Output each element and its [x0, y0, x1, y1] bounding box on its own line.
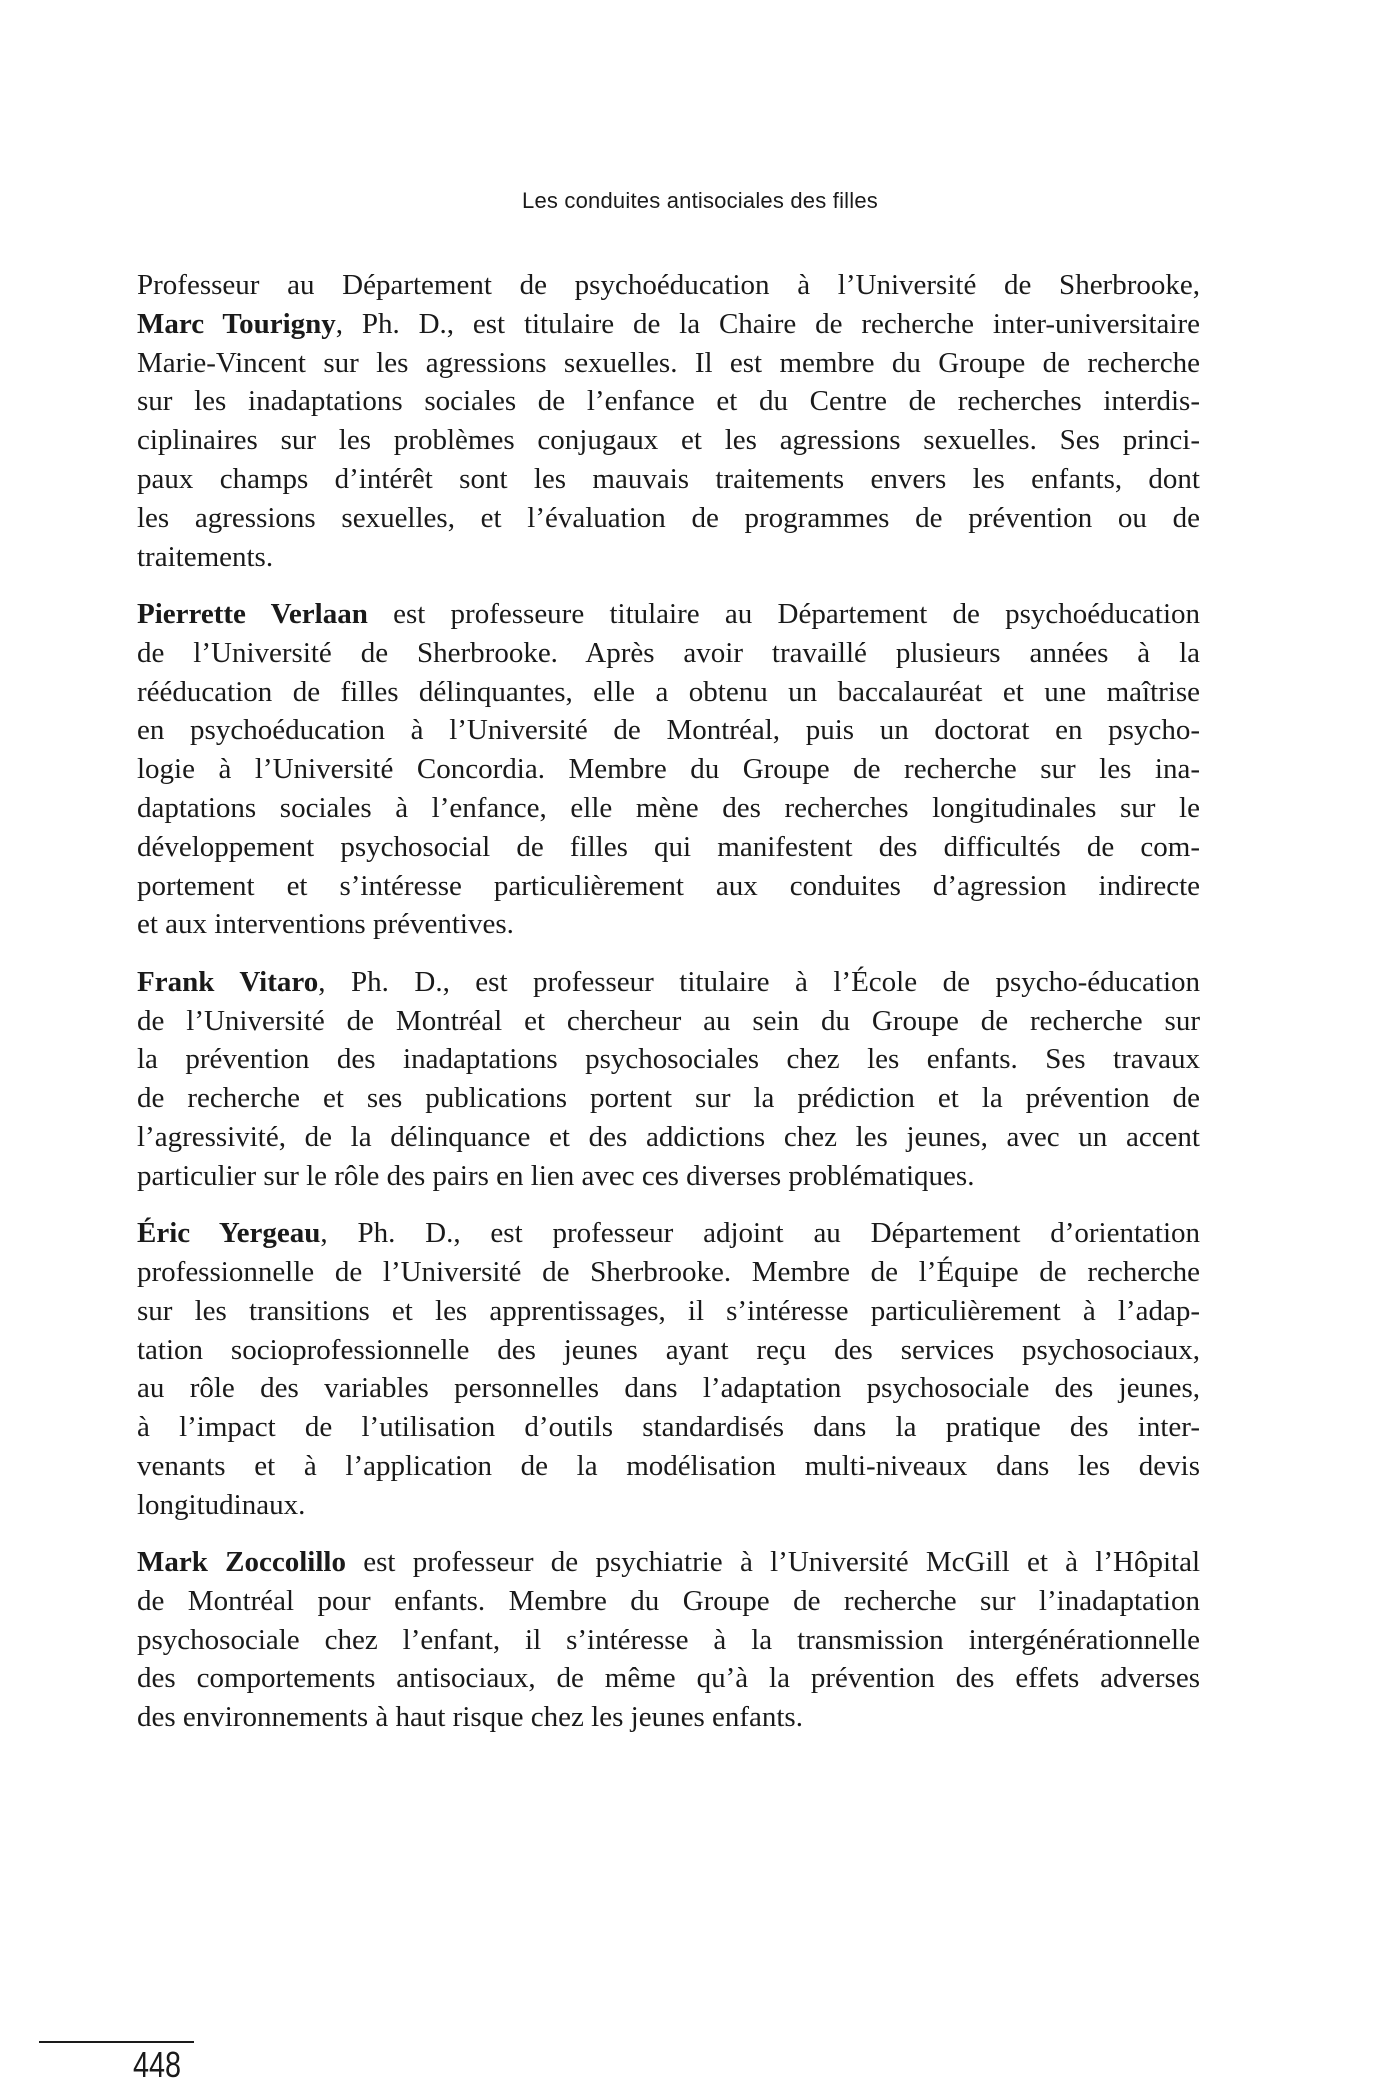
text-line: [137, 1621, 1200, 1660]
text-line: [137, 750, 1200, 789]
text-segment: traitements.: [137, 540, 274, 573]
text-line: [137, 1447, 1200, 1486]
author-name: Mark Zoccolillo: [137, 1546, 346, 1579]
text-segment: ciplinaires sur les problèmes conjugaux et les agressions sexuelles. Ses princi-: [137, 424, 1200, 457]
bio-paragraph: [137, 963, 1200, 1196]
text-line: [137, 867, 1200, 906]
text-segment: les agressions sexuelles, et l’évaluation de programmes de prévention ou de: [137, 501, 1200, 534]
text-line: [137, 1408, 1200, 1447]
text-line: [137, 673, 1200, 712]
text-segment: l’agressivité, de la délinquance et des addictions chez les jeunes, avec un accent: [137, 1120, 1200, 1153]
text-segment: , Ph. D., est professeur titulaire à l’École de psycho-éducation: [318, 965, 1200, 998]
text-line: [137, 460, 1200, 499]
text-segment: la prévention des inadaptations psychosociales chez les enfants. Ses travaux: [137, 1043, 1200, 1076]
text-line: [137, 634, 1200, 673]
text-line: [137, 1582, 1200, 1621]
text-segment: longitudinaux.: [137, 1488, 306, 1521]
text-segment: à l’impact de l’utilisation d’outils standardisés dans la pratique des inter-: [137, 1411, 1200, 1444]
text-segment: sur les inadaptations sociales de l’enfance et du Centre de recherches interdis-: [137, 385, 1200, 418]
text-line: [137, 266, 1200, 305]
text-line: [137, 1002, 1200, 1041]
text-line: [137, 711, 1200, 750]
running-header: Les conduites antisociales des filles: [522, 188, 878, 213]
text-segment: logie à l’Université Concordia. Membre du Groupe de recherche sur les ina-: [137, 753, 1200, 786]
text-line: [137, 1543, 1200, 1582]
text-line: [137, 344, 1200, 383]
text-segment: au rôle des variables personnelles dans l’adaptation psychosociale des jeunes,: [137, 1372, 1200, 1405]
text-segment: venants et à l’application de la modélisation multi-niveaux dans les devis: [137, 1449, 1200, 1482]
text-line: [137, 1157, 1200, 1196]
text-line: [137, 1659, 1200, 1698]
page-body: [137, 266, 1200, 1756]
text-line: [137, 1118, 1200, 1157]
text-segment: de l’Université de Montréal et chercheur au sein du Groupe de recherche sur: [137, 1004, 1200, 1037]
text-line: [137, 421, 1200, 460]
text-segment: tation socioprofessionnelle des jeunes ayant reçu des services psychosociaux,: [137, 1333, 1200, 1366]
text-segment: Marie-Vincent sur les agressions sexuelles. Il est membre du Groupe de recherche: [137, 346, 1200, 379]
bio-paragraph: [137, 595, 1200, 944]
text-line: [137, 1253, 1200, 1292]
text-segment: en psychoéducation à l’Université de Montréal, puis un doctorat en psycho-: [137, 714, 1200, 747]
text-line: [137, 1214, 1200, 1253]
text-segment: Professeur au Département de psychoéducation à l’Université de Sherbrooke,: [137, 269, 1200, 301]
text-line: [137, 963, 1200, 1002]
bio-paragraph: [137, 266, 1200, 576]
author-name: Éric Yergeau: [137, 1217, 321, 1250]
bio-paragraph: [137, 1543, 1200, 1737]
text-segment: , Ph. D., est professeur adjoint au Département d’orientation: [320, 1217, 1201, 1250]
text-line: [137, 1040, 1200, 1079]
text-segment: rééducation de filles délinquantes, elle a obtenu un baccalauréat et une maîtrise: [137, 675, 1200, 708]
footer-rule: [39, 2041, 194, 2043]
text-segment: psychosociale chez l’enfant, il s’intéresse à la transmission intergénérationnelle: [137, 1623, 1200, 1656]
text-line: [137, 382, 1200, 421]
text-line: [137, 538, 1200, 577]
text-line: [137, 1331, 1200, 1370]
text-line: [137, 499, 1200, 538]
text-segment: , Ph. D., est titulaire de la Chaire de recherche inter-universitaire: [335, 307, 1200, 340]
text-segment: particulier sur le rôle des pairs en lien avec ces diverses problématiques.: [137, 1159, 975, 1192]
text-line: [137, 595, 1200, 634]
text-segment: daptations sociales à l’enfance, elle mène des recherches longitudinales sur le: [137, 791, 1200, 824]
text-segment: est professeure titulaire au Département de psychoéducation: [367, 597, 1200, 630]
text-segment: de l’Université de Sherbrooke. Après avoir travaillé plusieurs années à la: [137, 636, 1200, 669]
author-name: Marc Tourigny: [137, 307, 336, 340]
text-segment: développement psychosocial de filles qui manifestent des difficultés de com-: [137, 830, 1200, 863]
text-segment: et aux interventions préventives.: [137, 908, 514, 941]
author-name: Pierrette Verlaan: [137, 597, 368, 630]
text-segment: sur les transitions et les apprentissages, il s’intéresse particulièrement à l’adap-: [137, 1294, 1200, 1327]
text-segment: professionnelle de l’Université de Sherbrooke. Membre de l’Équipe de recherche: [137, 1255, 1200, 1288]
author-name: Frank Vitaro: [137, 965, 319, 998]
text-line: [137, 789, 1200, 828]
text-segment: portement et s’intéresse particulièrement aux conduites d’agression indirecte: [137, 869, 1200, 902]
text-line: [137, 1079, 1200, 1118]
text-line: [137, 905, 1200, 944]
text-line: [137, 1698, 1200, 1737]
text-line: [137, 305, 1200, 344]
text-line: [137, 1486, 1200, 1525]
text-segment: des comportements antisociaux, de même qu’à la prévention des effets adverses: [137, 1662, 1200, 1695]
text-line: [137, 1292, 1200, 1331]
text-line: [137, 828, 1200, 867]
text-segment: de Montréal pour enfants. Membre du Groupe de recherche sur l’inadaptation: [137, 1584, 1200, 1617]
text-segment: des environnements à haut risque chez les jeunes enfants.: [137, 1701, 803, 1734]
page-number: 448: [133, 2044, 182, 2085]
bio-paragraph: [137, 1214, 1200, 1524]
text-segment: de recherche et ses publications portent sur la prédiction et la prévention de: [137, 1082, 1200, 1115]
text-segment: paux champs d’intérêt sont les mauvais traitements envers les enfants, dont: [137, 462, 1200, 495]
text-line: [137, 1369, 1200, 1408]
text-segment: est professeur de psychiatrie à l’Université McGill et à l’Hôpital: [345, 1546, 1200, 1579]
